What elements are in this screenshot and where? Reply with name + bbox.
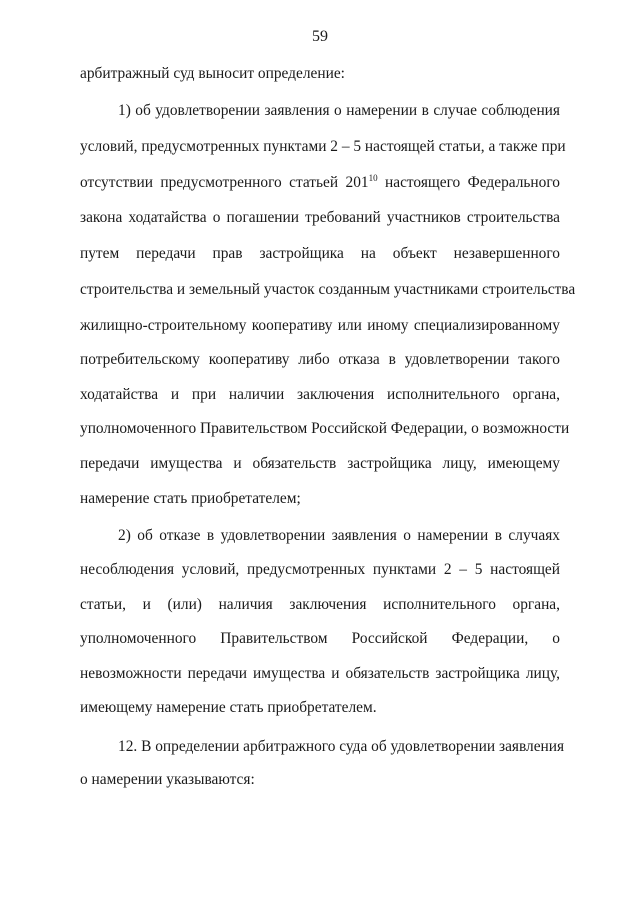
text-line: несоблюдения условий, предусмотренных пунктами 2 – 5 настоящей: [80, 561, 560, 578]
text-line: имеющему намерение стать приобретателем.: [80, 699, 377, 716]
text-segment: отсутствии предусмотренного статьей 201: [80, 174, 369, 191]
text-line: передачи имущества и обязательств застройщика лицу, имеющему: [80, 455, 560, 472]
text-line: условий, предусмотренных пунктами 2 – 5 настоящей статьи, а также при: [80, 138, 566, 155]
page-number: 59: [312, 28, 328, 45]
text-line-with-superscript: [80, 173, 560, 193]
text-line: намерение стать приобретателем;: [80, 490, 301, 507]
text-line: невозможности передачи имущества и обязательств застройщика лицу,: [80, 665, 560, 682]
text-line: ходатайства и при наличии заключения исполнительного органа,: [80, 386, 560, 403]
text-line: 2) об отказе в удовлетворении заявления о намерении в случаях: [118, 527, 560, 544]
text-line: потребительскому кооперативу либо отказа в удовлетворении такого: [80, 351, 560, 368]
text-line: строительства и земельный участок созданным участниками строительства: [80, 281, 576, 298]
text-line: путем передачи прав застройщика на объект незавершенного: [80, 245, 560, 262]
text-segment: настоящего Федерального: [377, 174, 560, 191]
superscript: 10: [368, 173, 378, 183]
text-line: 12. В определении арбитражного суда об удовлетворении заявления: [118, 738, 565, 755]
text-line: о намерении указываются:: [80, 771, 255, 788]
text-line: уполномоченного Правительством Российской Федерации, о: [80, 630, 560, 647]
text-line: закона ходатайства о погашении требований участников строительства: [80, 209, 560, 226]
text-line: 1) об удовлетворении заявления о намерении в случае соблюдения: [118, 102, 560, 119]
text-line: арбитражный суд выносит определение:: [80, 65, 345, 82]
text-line: уполномоченного Правительством Российской Федерации, о возможности: [80, 420, 570, 437]
text-line: жилищно-строительному кооперативу или иному специализированному: [80, 317, 560, 334]
text-line: статьи, и (или) наличия заключения исполнительного органа,: [80, 596, 560, 613]
